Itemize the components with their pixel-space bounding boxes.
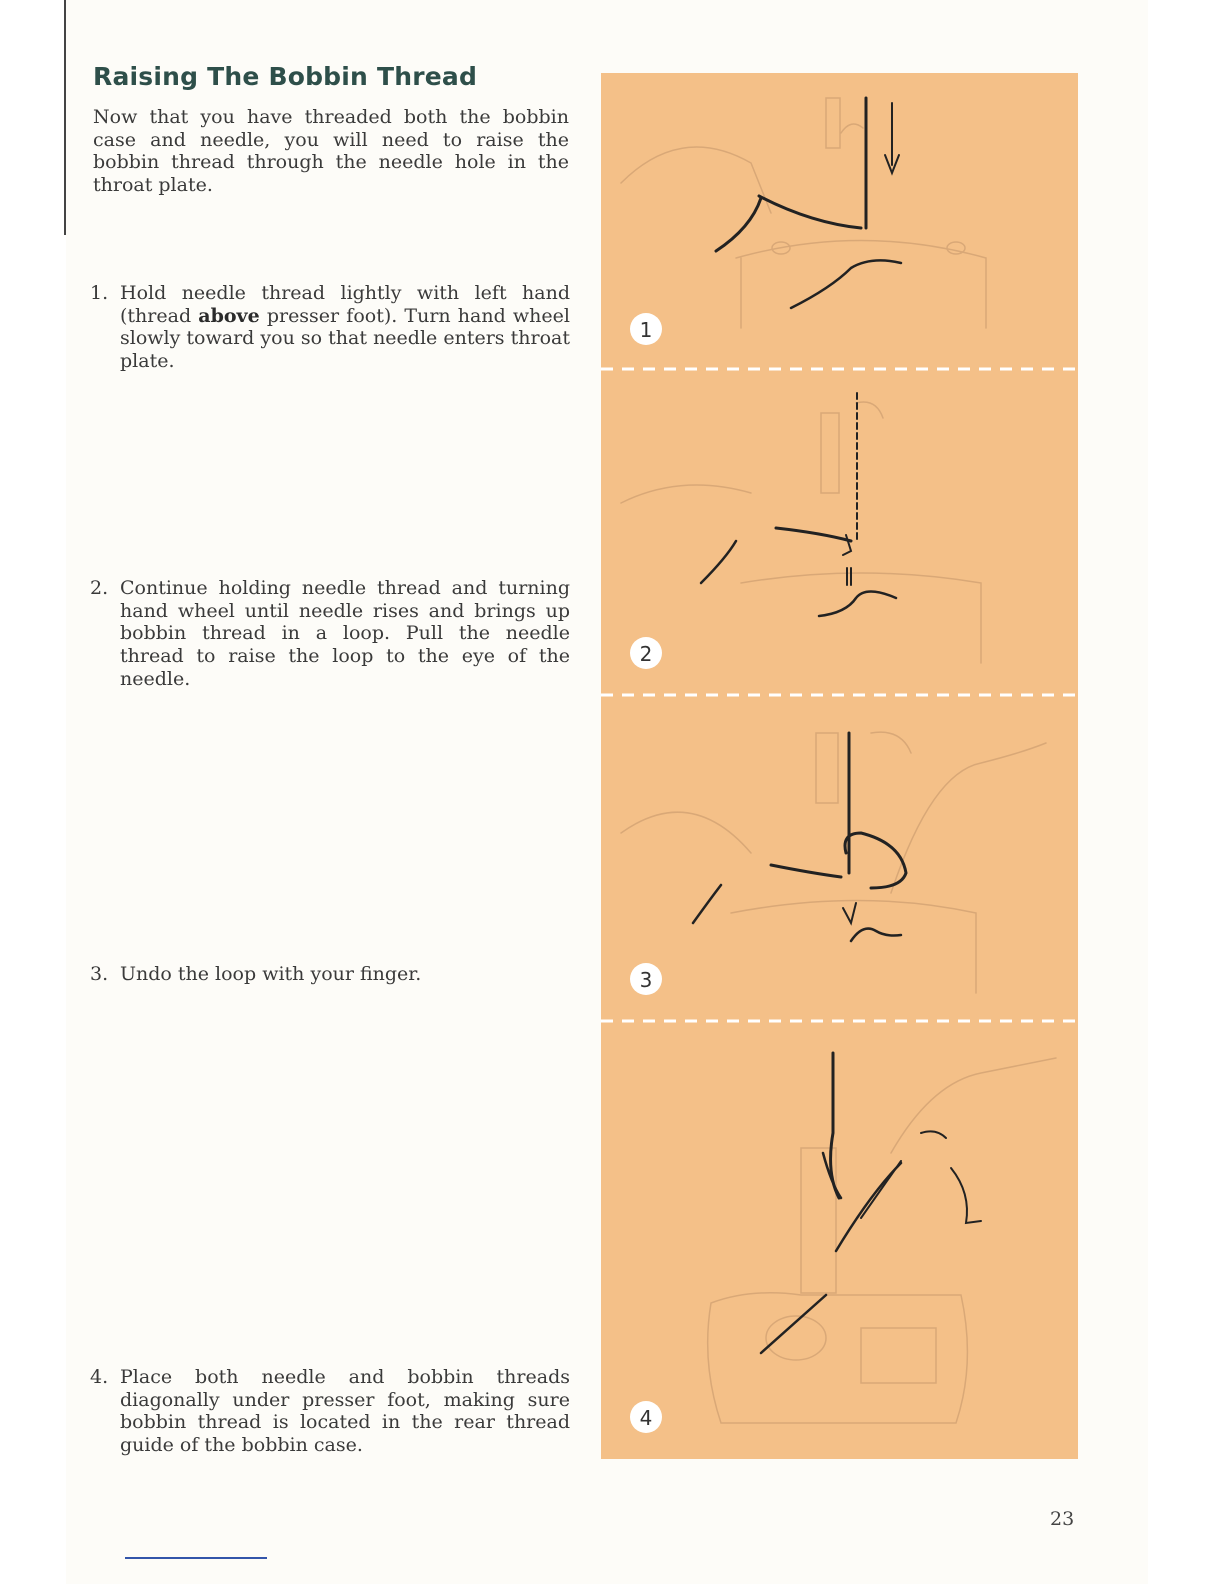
emphasis-above: above — [198, 304, 260, 327]
step-number: 3. — [90, 963, 109, 985]
page-number: 23 — [1050, 1508, 1075, 1530]
intro-paragraph: Now that you have threaded both the bobbin case and needle, you will need to raise the bobbin thread through the needle hole in the throat plate. — [93, 106, 569, 197]
figure-3-badge — [630, 963, 662, 995]
step-text: Continue holding needle thread and turning hand wheel until needle rises and brings up bobbin thread in a loop. Pull the needle thread to raise the loop to the eye of the needle. — [120, 577, 570, 690]
step-number: 1. — [90, 282, 109, 304]
step-2 — [90, 577, 570, 691]
figure-4-badge — [630, 1401, 662, 1433]
svg-text:3: 3 — [639, 968, 653, 992]
footer-rule — [125, 1557, 267, 1559]
figure-2-badge — [630, 637, 662, 669]
step-4 — [90, 1366, 570, 1457]
svg-text:2: 2 — [639, 642, 653, 666]
step-text: Undo the loop with your finger. — [120, 963, 422, 985]
step-3 — [90, 963, 570, 986]
figure-1-badge — [630, 313, 662, 345]
step-number: 4. — [90, 1366, 109, 1388]
page-title: Raising The Bobbin Thread — [93, 62, 478, 91]
step-text: Hold needle thread lightly with left hand (thread above presser foot). Turn hand wheel slowly toward you so that needle enters throat plate. — [120, 282, 570, 373]
step-text: Place both needle and bobbin threads diagonally under presser foot, making sure bobbin thread is located in the rear thread guide of the bobbin case. — [120, 1366, 570, 1457]
step-number: 2. — [90, 577, 109, 599]
illustration-column — [601, 73, 1078, 1459]
step-1 — [90, 282, 570, 373]
illustration-panel — [601, 73, 1078, 1459]
svg-text:4: 4 — [639, 1406, 653, 1430]
svg-text:1: 1 — [639, 318, 653, 342]
